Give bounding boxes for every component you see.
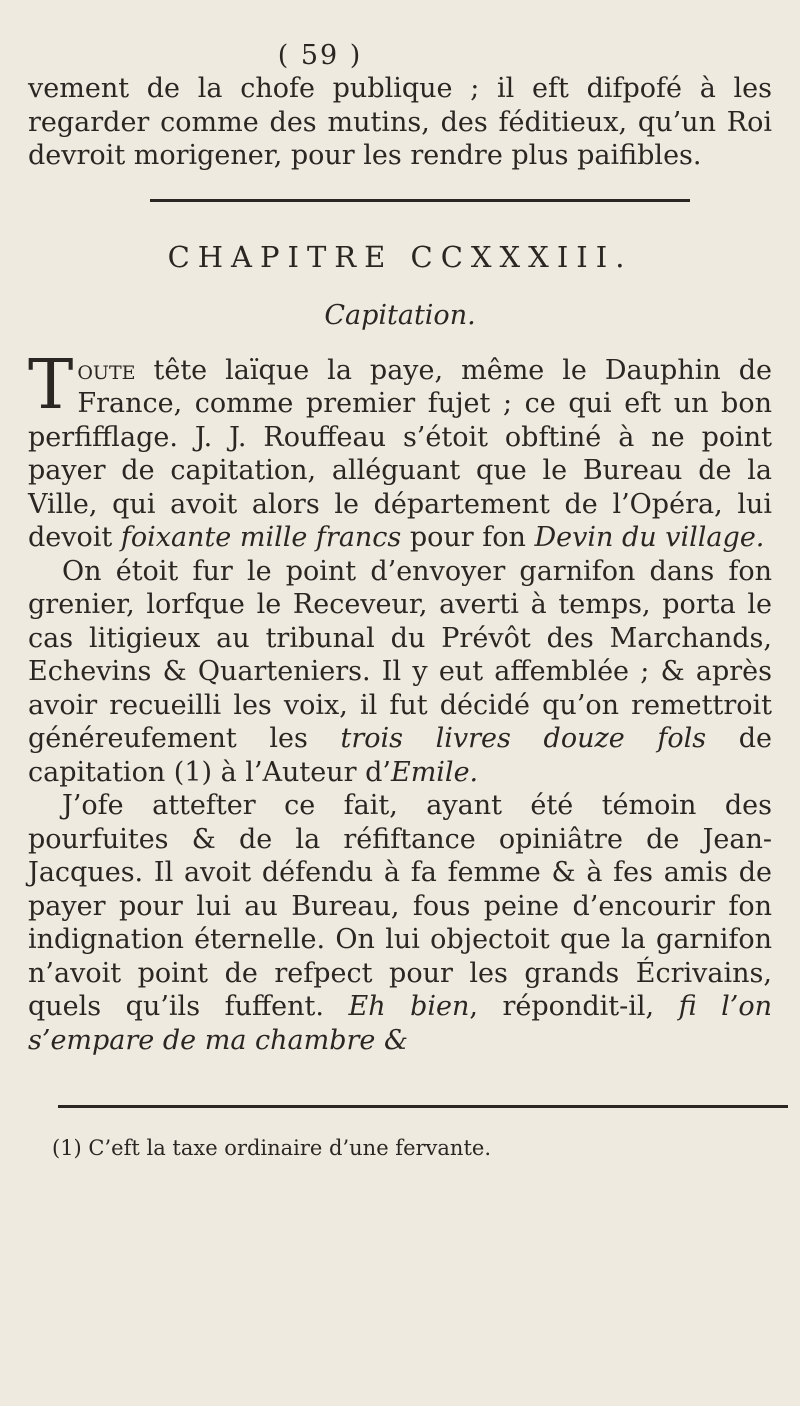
paragraph-2-text-a: On étoit fur le point d’envoyer garnifon dans fon grenier, lorfque le Receveur, averti à temps, porta le cas litigieux au tribunal du Prévôt des Marchands, Echevins & Quarteniers. Il y eut affemblée ; & après avoir recueilli les voix, il fut décidé qu’on remettroit généreufement les [28,555,772,754]
drop-cap: T [28,345,74,425]
paragraph-1-text-a: tête laïque la paye, même le Dauphin de France, comme premier fujet ; ce qui eft un bon perfifflage. J. J. Rouffeau s’étoit obftiné à ne point payer de capitation, alléguant que le Bureau de la Ville, qui avoit alors le département de l’Opéra, lui devoit [28,354,772,553]
chapter-subtitle: Capitation. [324,299,476,331]
paragraph-3-italic-b: fi l’on s’empare de ma chambre & [28,991,773,1056]
page-text [28,72,772,173]
paragraph-1 [28,345,772,555]
book-page [28,40,772,1162]
page-number: ( 59 ) [277,40,363,71]
section-divider [150,199,690,202]
small-caps-word: oute [77,354,136,386]
footnote-divider [58,1105,788,1108]
paragraph-3-text-b: , répondit-il, [469,991,679,1022]
chapter-heading: CHAPITRE CCXXXIII. [167,239,633,274]
paragraph-2-text-b: de capitation (1) à l’Auteur d’ [28,723,772,788]
paragraph-3-text-a: J’ofe attefter ce fait, ayant été témoin des pourfuites & de la réfiftance opiniâtre de Jean-Jacques. Il avoit défendu à fa femme & à fes amis de payer pour lui au Bureau, fous peine d’encourir fon indignation éternelle. On lui objectoit que la garnifon n’avoit point de refpect pour les grands Écrivains, quels qu’ils fuffent. [28,790,772,1022]
paragraph-1-italic-b: Devin du village. [534,522,765,553]
footnote: (1) C’eft la taxe ordinaire d’une fervante. [52,1136,492,1160]
paragraph-1-italic-a: foixante mille francs [120,522,402,553]
paragraph-1-text-b: pour fon [401,522,535,553]
chapter-body [28,345,773,1058]
paragraph-2-italic-b: Emile. [390,756,479,788]
paragraph-2-italic-a: trois livres douze fols [340,723,707,754]
paragraph-2 [28,555,772,790]
opening-paragraph: vement de la chofe publique ; il eft difpofé à les regarder comme des mutins, des féditieux, qu’un Roi devroit morigener, pour les rendre plus paifibles. [28,73,772,171]
paragraph-3 [28,789,772,1057]
paragraph-3-italic-a: Eh bien [348,991,470,1022]
